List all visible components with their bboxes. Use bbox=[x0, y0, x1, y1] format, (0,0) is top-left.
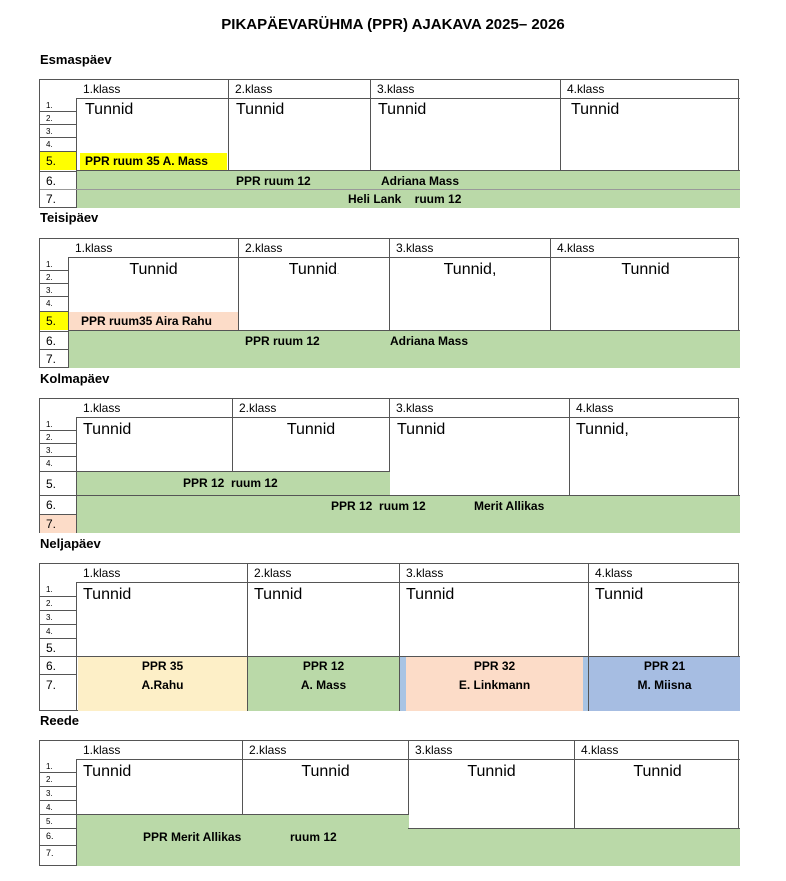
col-header-4: 4.klass bbox=[588, 564, 740, 582]
ppr-row-5-label: PPR 12 ruum 12 bbox=[183, 476, 278, 490]
class-4-lessons: Tunnid, bbox=[576, 421, 629, 438]
col-header-3: 3.klass bbox=[370, 80, 560, 98]
row-number: 2. bbox=[46, 433, 53, 442]
row-number: 1. bbox=[46, 585, 53, 594]
row-number: 2. bbox=[46, 599, 53, 608]
class-1-lessons: Tunnid bbox=[85, 101, 134, 118]
class-1-lessons: Tunnid bbox=[83, 421, 132, 438]
class-3-lessons: Tunnid bbox=[397, 421, 446, 438]
col-header-1: 1.klass bbox=[83, 401, 121, 415]
table-friday bbox=[39, 740, 739, 866]
row-number: 7. bbox=[40, 349, 68, 368]
col-header-1: 1.klass bbox=[83, 743, 121, 757]
col-header-4: 4.klass bbox=[574, 741, 740, 759]
ppr-teacher-label: Adriana Mass bbox=[390, 334, 469, 348]
ppr-teacher-label: A. Mass bbox=[300, 678, 347, 692]
col-header-1: 1.klass bbox=[83, 566, 121, 580]
col-header-4: 4.klass bbox=[560, 80, 740, 98]
class-4-lessons: Tunnid bbox=[571, 101, 620, 118]
row-number: 4. bbox=[46, 140, 53, 149]
col-header-2: 2.klass bbox=[228, 80, 370, 98]
class-1-lessons: Tunnid bbox=[83, 586, 132, 603]
row-number: 3. bbox=[46, 127, 53, 136]
ppr-room-label: PPR ruum 12 bbox=[245, 334, 320, 348]
table-wednesday bbox=[39, 398, 739, 533]
ppr-block-class-1: PPR ruum35 Aira Rahu bbox=[69, 312, 238, 330]
table-monday bbox=[39, 79, 739, 208]
day-heading-thursday: Neljapäev bbox=[40, 536, 101, 551]
row-number: 5. bbox=[46, 476, 57, 491]
col-header-2: 2.klass bbox=[232, 399, 389, 417]
day-heading-wednesday: Kolmapäev bbox=[40, 371, 110, 386]
class-3-lessons: Tunnid bbox=[467, 763, 516, 780]
col-header-1: 1.klass bbox=[75, 241, 113, 255]
ppr-room-label: PPR ruum 12 bbox=[236, 174, 311, 188]
row-number: 4. bbox=[46, 299, 53, 308]
ppr-teacher-label: E. Linkmann bbox=[458, 678, 531, 692]
class-2-lessons: Tunnid bbox=[236, 101, 285, 118]
class-4-lessons: Tunnid bbox=[633, 763, 682, 780]
class-4-lessons: Tunnid bbox=[621, 261, 670, 278]
col-header-2: 2.klass bbox=[242, 741, 408, 759]
row-number: 1. bbox=[46, 762, 53, 771]
col-header-1: 1.klass bbox=[83, 82, 121, 96]
class-2-lessons: Tunnid bbox=[286, 421, 336, 438]
ppr-room-label: PPR 35 bbox=[141, 659, 184, 673]
row-number: 1. bbox=[46, 260, 53, 269]
ppr-room-label: PPR 21 bbox=[643, 659, 686, 673]
col-header-3: 3.klass bbox=[389, 239, 550, 257]
col-header-2: 2.klass bbox=[238, 239, 389, 257]
ppr-teacher-label: Adriana Mass bbox=[381, 174, 460, 188]
class-2-lessons: Tunnid bbox=[254, 586, 303, 603]
row-number: 4. bbox=[46, 459, 53, 468]
row-number-highlight: 7. bbox=[40, 514, 76, 533]
day-heading-monday: Esmaspäev bbox=[40, 52, 112, 67]
col-header-4: 4.klass bbox=[569, 399, 740, 417]
ppr-teacher-label: M. Miisna bbox=[637, 678, 692, 692]
row-number: 3. bbox=[46, 789, 53, 798]
class-2-lessons: Tunnid. bbox=[288, 261, 340, 278]
ppr-block-class-3 bbox=[406, 657, 583, 711]
row-number: 7. bbox=[46, 848, 54, 858]
ppr-block-class-4 bbox=[589, 657, 740, 711]
row-number: 6. bbox=[40, 656, 76, 674]
ppr-block-class-1 bbox=[78, 657, 247, 711]
row-number: 3. bbox=[46, 613, 53, 622]
row-number: 3. bbox=[46, 446, 53, 455]
row-number: 2. bbox=[46, 775, 53, 784]
page-title: PIKAPÄEVARÜHMA (PPR) AJAKAVA 2025– 2026 bbox=[221, 16, 565, 33]
row-number: 5. bbox=[46, 817, 53, 826]
ppr-block-class-3-4 bbox=[408, 828, 740, 866]
col-header-3: 3.klass bbox=[408, 741, 574, 759]
row-number: 6. bbox=[40, 495, 76, 514]
row-number: 2. bbox=[46, 114, 53, 123]
ppr-teacher-label: A.Rahu bbox=[141, 678, 184, 692]
ppr-room-label: PPR 12 bbox=[302, 659, 345, 673]
col-header-2: 2.klass bbox=[247, 564, 399, 582]
ppr-row-7-label: Heli Lank ruum 12 bbox=[348, 192, 462, 206]
row-number: 6. bbox=[46, 831, 54, 841]
row-number: 3. bbox=[46, 286, 53, 295]
class-4-lessons: Tunnid bbox=[595, 586, 644, 603]
col-header-4: 4.klass bbox=[550, 239, 740, 257]
class-2-lessons: Tunnid bbox=[301, 763, 350, 780]
ppr-room-label: ruum 12 bbox=[290, 830, 337, 844]
row-number-highlight: 5. bbox=[40, 312, 68, 330]
col-header-3: 3.klass bbox=[399, 564, 588, 582]
row-number-highlight: 5. bbox=[40, 152, 76, 170]
row-number: 2. bbox=[46, 273, 53, 282]
ppr-block-class-1: PPR ruum 35 A. Mass bbox=[80, 153, 227, 170]
row-number: 6. bbox=[40, 171, 76, 189]
class-3-lessons: Tunnid, bbox=[443, 261, 497, 278]
row-number: 4. bbox=[46, 803, 53, 812]
row-number: 4. bbox=[46, 627, 53, 636]
ppr-room-label: PPR 12 ruum 12 bbox=[331, 499, 426, 513]
day-heading-tuesday: Teisipäev bbox=[40, 210, 99, 225]
table-tuesday bbox=[39, 238, 739, 368]
class-1-lessons: Tunnid bbox=[129, 261, 178, 278]
row-number: 5. bbox=[46, 640, 57, 655]
row-number: 1. bbox=[46, 101, 53, 110]
row-number: 7. bbox=[40, 674, 76, 694]
ppr-teacher-label: Merit Allikas bbox=[474, 499, 545, 513]
row-number: 7. bbox=[40, 189, 76, 208]
day-heading-friday: Reede bbox=[40, 713, 80, 728]
table-thursday bbox=[39, 563, 739, 711]
row-number: 1. bbox=[46, 420, 53, 429]
col-header-3: 3.klass bbox=[389, 399, 569, 417]
class-1-lessons: Tunnid bbox=[83, 763, 132, 780]
class-3-lessons: Tunnid bbox=[406, 586, 455, 603]
ppr-block-class-2 bbox=[248, 657, 399, 711]
ppr-teacher-label: PPR Merit Allikas bbox=[143, 830, 242, 844]
row-number: 6. bbox=[40, 331, 68, 349]
ppr-block-class-1-2 bbox=[77, 814, 409, 866]
ppr-room-label: PPR 32 bbox=[473, 659, 516, 673]
class-3-lessons: Tunnid bbox=[378, 101, 427, 118]
